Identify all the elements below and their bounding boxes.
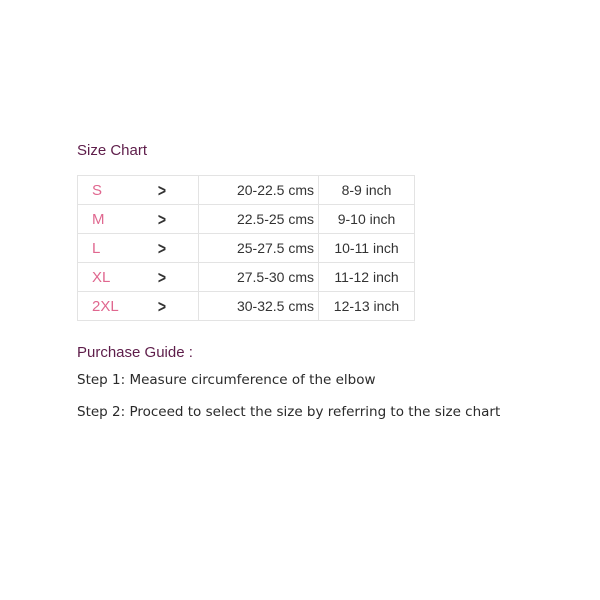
chevron-right-icon: >: [157, 238, 166, 258]
chevron-right-icon: >: [157, 180, 166, 200]
size-cell: [78, 292, 199, 321]
table-row: [78, 263, 415, 292]
table-row: [78, 234, 415, 263]
inch-value: 8-9 inch: [319, 176, 415, 205]
size-label: M: [92, 210, 105, 228]
table-row: [78, 205, 415, 234]
inch-value: 10-11 inch: [319, 234, 415, 263]
inch-value: 12-13 inch: [319, 292, 415, 321]
size-cell: [78, 263, 199, 292]
size-cell: [78, 205, 199, 234]
inch-value: 9-10 inch: [319, 205, 415, 234]
chevron-right-icon: >: [157, 267, 166, 287]
table-row: [78, 176, 415, 205]
cms-value: 22.5-25 cms: [199, 205, 319, 234]
chevron-right-icon: >: [157, 209, 166, 229]
size-table: [77, 175, 415, 321]
size-cell: [78, 234, 199, 263]
purchase-guide-title: Purchase Guide :: [77, 344, 193, 361]
size-label: S: [92, 181, 103, 199]
inch-value: 11-12 inch: [319, 263, 415, 292]
chevron-right-icon: >: [157, 296, 166, 316]
size-label: 2XL: [92, 297, 119, 315]
size-chart-title: Size Chart: [77, 142, 148, 159]
cms-value: 27.5-30 cms: [199, 263, 319, 292]
cms-value: 30-32.5 cms: [199, 292, 319, 321]
size-label: L: [92, 239, 101, 257]
size-cell: [78, 176, 199, 205]
step-1-text: Step 1: Measure circumference of the elbow: [77, 372, 376, 388]
size-label: XL: [92, 268, 111, 286]
step-2-text: Step 2: Proceed to select the size by referring to the size chart: [77, 404, 501, 420]
table-row: [78, 292, 415, 321]
cms-value: 20-22.5 cms: [199, 176, 319, 205]
cms-value: 25-27.5 cms: [199, 234, 319, 263]
